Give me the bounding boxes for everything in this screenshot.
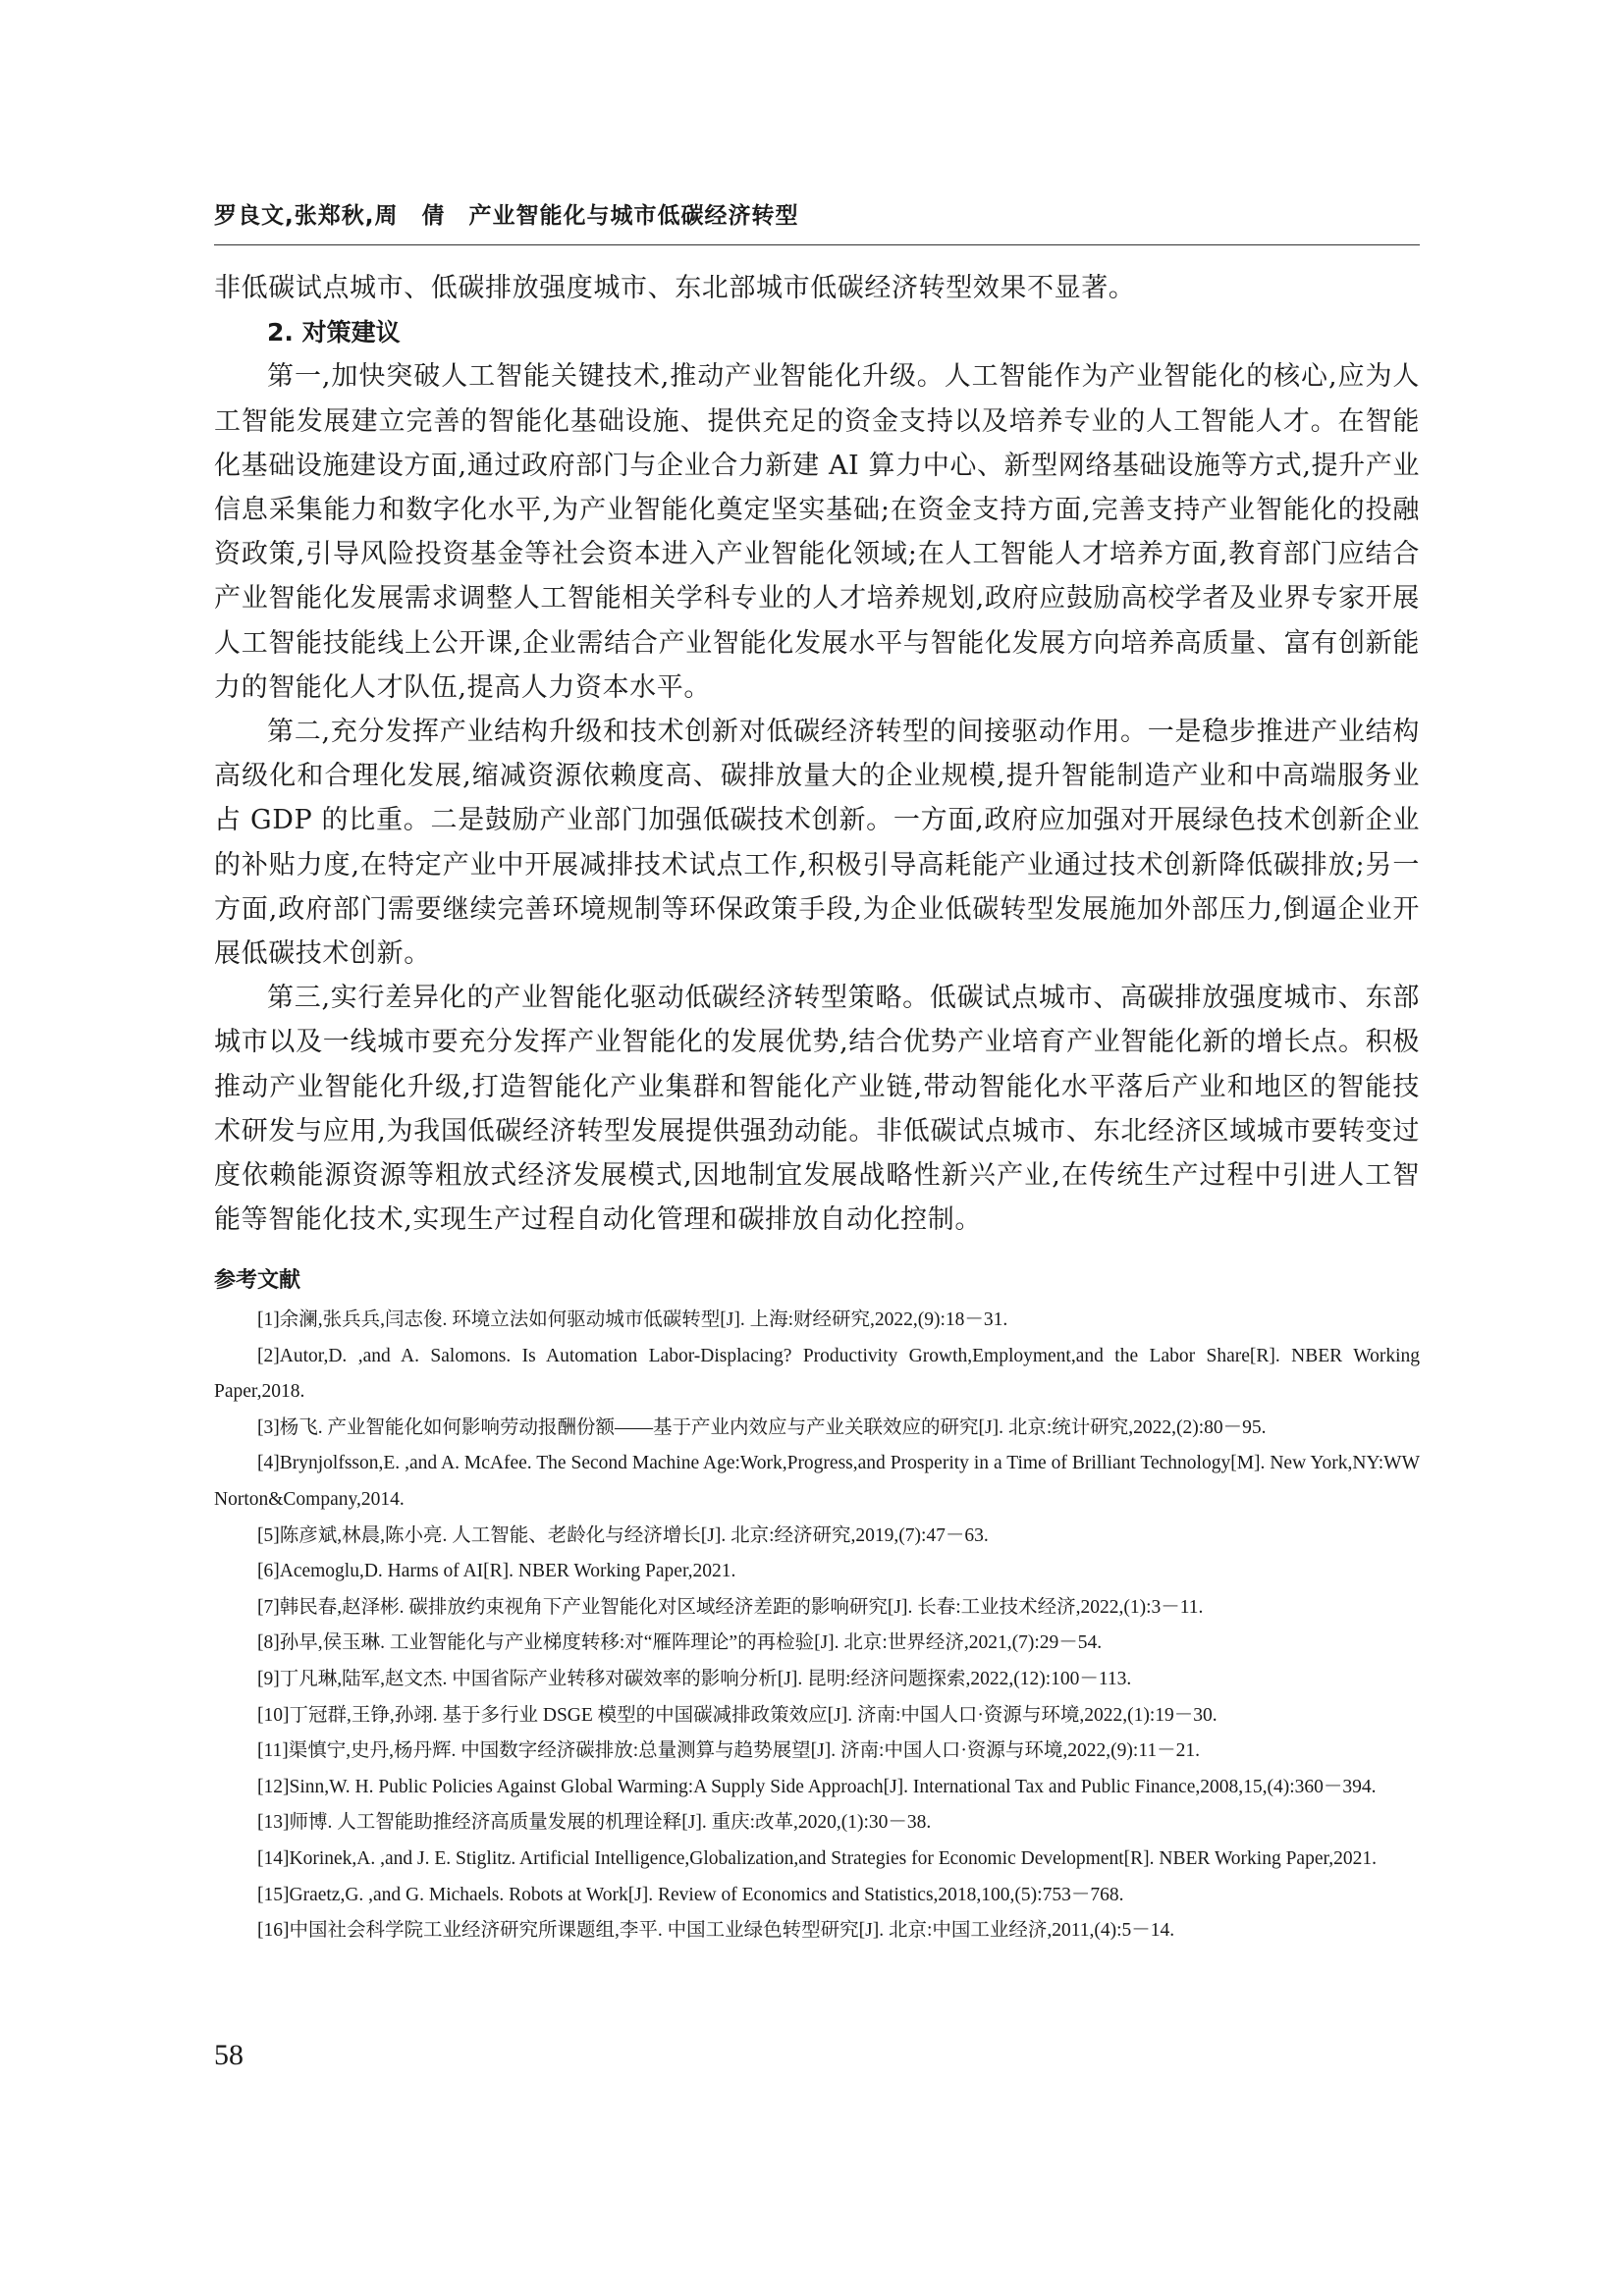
reference-item: [7]韩民春,赵泽彬. 碳排放约束视角下产业智能化对区域经济差距的影响研究[J]. 长春:工业技术经济,2022,(1):3－11. [257,1596,1204,1618]
reference-item: [10]丁冠群,王铮,孙翊. 基于多行业 DSGE 模型的中国碳减排政策效应[J]. 济南:中国人口·资源与环境,2022,(1):19－30. [257,1704,1218,1726]
reference-item: [14]Korinek,A. ,and J. E. Stiglitz. Artificial Intelligence,Globalization,and Strategies for Economic Development[R]. NBER Working Paper,2021. [257,1847,1377,1869]
reference-item: [2]Autor,D. ,and A. Salomons. Is Automation Labor-Displacing? Productivity Growth,Employment,and the Labor Share[R]. NBER Working Paper,2018. [214,1345,1420,1403]
reference-item: [6]Acemoglu,D. Harms of AI[R]. NBER Working Paper,2021. [257,1561,736,1582]
reference-item: [9]丁凡琳,陆军,赵文杰. 中国省际产业转移对碳效率的影响分析[J]. 昆明:经济问题探索,2022,(12):100－113. [257,1668,1132,1689]
reference-item: [15]Graetz,G. ,and G. Michaels. Robots at Work[J]. Review of Economics and Statistics,2018,100,(5):753－768. [257,1884,1124,1905]
body-text [214,266,1420,1242]
reference-item: [5]陈彦斌,林晨,陈小亮. 人工智能、老龄化与经济增长[J]. 北京:经济研究,2019,(7):47－63. [257,1524,989,1546]
running-header: 罗良文,张郑秋,周 倩 产业智能化与城市低碳经济转型 [214,203,799,229]
reference-item: [3]杨飞. 产业智能化如何影响劳动报酬份额——基于产业内效应与产业关联效应的研究[J]. 北京:统计研究,2022,(2):80－95. [257,1416,1267,1438]
references-heading: 参考文献 [214,1268,301,1293]
reference-item: [12]Sinn,W. H. Public Policies Against Global Warming:A Supply Side Approach[J]. International Tax and Public Finance,2008,15,(4):360－394. [257,1776,1377,1797]
reference-item: [8]孙早,侯玉琳. 工业智能化与产业梯度转移:对“雁阵理论”的再检验[J]. 北京:世界经济,2021,(7):29－54. [257,1632,1103,1654]
paragraph-2: 第二,充分发挥产业结构升级和技术创新对低碳经济转型的间接驱动作用。一是稳步推进产业结构高级化和合理化发展,缩减资源依赖度高、碳排放量大的企业规模,提升智能制造产业和中高端服务业占 GDP 的比重。二是鼓励产业部门加强低碳技术创新。一方面,政府应加强对开展绿色技术创新企业的补贴力度,在特定产业中开展减排技术试点工作,积极引导高耗能产业通过技术创新降低碳排放;另一方面,政府部门需要继续完善环境规制等环保政策手段,为企业低碳转型发展施加外部压力,倒逼企业开展低碳技术创新。 [214,717,1420,970]
header-divider [214,244,1420,245]
section-heading: 2. 对策建议 [267,318,401,347]
continuation-paragraph: 非低碳试点城市、低碳排放强度城市、东北部城市低碳经济转型效果不显著。 [214,273,1136,303]
reference-item: [1]余澜,张兵兵,闫志俊. 环境立法如何驱动城市低碳转型[J]. 上海:财经研究,2022,(9):18－31. [257,1309,1008,1330]
paragraph-3: 第三,实行差异化的产业智能化驱动低碳经济转型策略。低碳试点城市、高碳排放强度城市、东部城市以及一线城市要充分发挥产业智能化的发展优势,结合优势产业培育产业智能化新的增长点。积极推动产业智能化升级,打造智能化产业集群和智能化产业链,带动智能化水平落后产业和地区的智能技术研发与应用,为我国低碳经济转型发展提供强劲动能。非低碳试点城市、东北经济区域城市要转变过度依赖能源资源等粗放式经济发展模式,因地制宜发展战略性新兴产业,在传统生产过程中引进人工智能等智能化技术,实现生产过程自动化管理和碳排放自动化控制。 [214,983,1420,1236]
reference-item: [11]渠慎宁,史丹,杨丹辉. 中国数字经济碳排放:总量测算与趋势展望[J]. 济南:中国人口·资源与环境,2022,(9):11－21. [257,1740,1200,1762]
reference-item: [4]Brynjolfsson,E. ,and A. McAfee. The Second Machine Age:Work,Progress,and Prosperity in a Time of Brilliant Technology[M]. New York,NY:WW Norton&Company,2014. [214,1453,1420,1510]
paragraph-1: 第一,加快突破人工智能关键技术,推动产业智能化升级。人工智能作为产业智能化的核心,应为人工智能发展建立完善的智能化基础设施、提供充足的资金支持以及培养专业的人工智能人才。在智能化基础设施建设方面,通过政府部门与企业合力新建 AI 算力中心、新型网络基础设施等方式,提升产业信息采集能力和数字化水平,为产业智能化奠定坚实基础;在资金支持方面,完善支持产业智能化的投融资政策,引导风险投资基金等社会资本进入产业智能化领域;在人工智能人才培养方面,教育部门应结合产业智能化发展需求调整人工智能相关学科专业的人才培养规划,政府应鼓励高校学者及业界专家开展人工智能技能线上公开课,企业需结合产业智能化发展水平与智能化发展方向培养高质量、富有创新能力的智能化人才队伍,提高人力资本水平。 [214,361,1420,703]
references-list [214,1303,1420,1949]
reference-item: [13]师博. 人工智能助推经济高质量发展的机理诠释[J]. 重庆:改革,2020,(1):30－38. [257,1812,932,1834]
reference-item: [16]中国社会科学院工业经济研究所课题组,李平. 中国工业绿色转型研究[J]. 北京:中国工业经济,2011,(4):5－14. [257,1920,1175,1942]
page-number: 58 [214,2039,244,2071]
